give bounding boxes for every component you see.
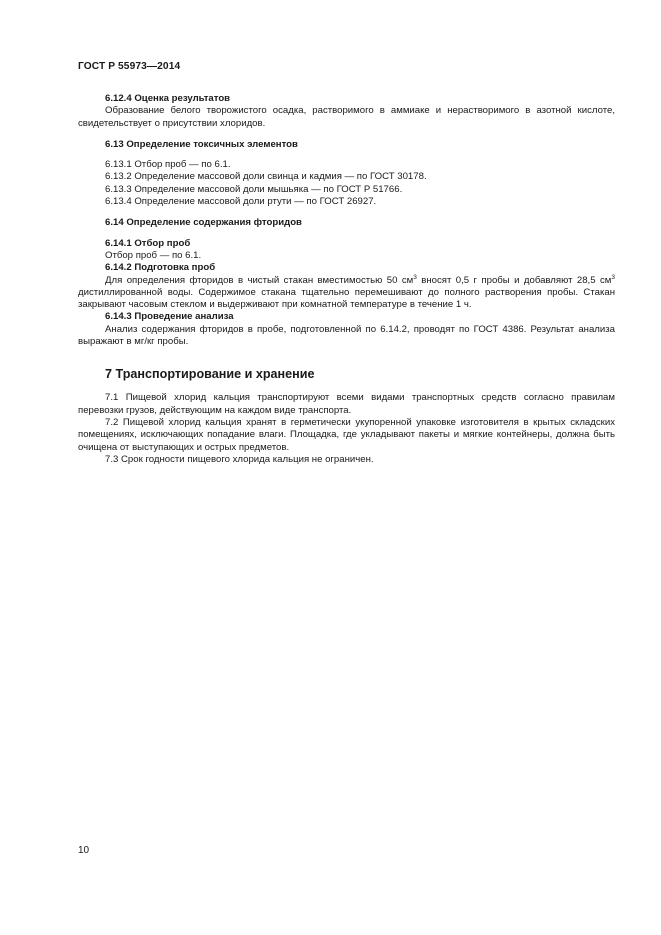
heading-6-12-4: 6.12.4 Оценка результатов: [105, 93, 231, 104]
list-item: 6.13.1 Отбор проб — по 6.1.: [105, 159, 231, 171]
paragraph-6-12-4: Образование белого творожистого осадка, растворимого в аммиаке и нерастворимого в азотной кислоте, свидетельствует о присутствии хлоридов.: [78, 105, 615, 129]
heading-6-13: 6.13 Определение токсичных элементов: [105, 138, 298, 150]
text-run: вносят 0,5 г пробы и добавляют 28,5 см: [416, 274, 612, 286]
superscript: 3: [611, 273, 615, 281]
document-header: ГОСТ Р 55973—2014: [78, 61, 181, 72]
paragraph-7-3: 7.3 Срок годности пищевого хлорида кальция не ограничен.: [105, 453, 374, 465]
list-item: 6.13.3 Определение массовой доли мышьяка — по ГОСТ Р 51766.: [105, 183, 403, 195]
paragraph-7-1: 7.1 Пищевой хлорид кальция транспортируют всеми видами транспортных средств согласно правилам перевозки грузов, действующим на каждом виде транспорта.: [78, 392, 615, 416]
heading-6-14-1: 6.14.1 Отбор проб: [105, 237, 191, 249]
paragraph-6-14-3: Анализ содержания фторидов в пробе, подготовленной по 6.14.2, проводят по ГОСТ 4386. Результат анализа выражают в мг/кг пробы.: [78, 323, 615, 348]
document-body: [78, 93, 615, 466]
heading-6-14-2: 6.14.2 Подготовка проб: [105, 262, 216, 274]
list-item: 6.13.4 Определение массовой доли ртути — по ГОСТ 26927.: [105, 196, 377, 208]
section-7-title: 7 Транспортирование и хранение: [105, 367, 315, 382]
paragraph-7-2: 7.2 Пищевой хлорид кальция хранят в герметически укупоренной упаковке изготовителя в крытых складских помещениях, исключающих попадание влаги. Площадка, где укладывают пакеты и мягкие контейнеры, должна быть очищена от выступающих и острых предметов.: [78, 416, 615, 453]
page-number: 10: [78, 845, 90, 856]
text-run: дистиллированной воды. Содержимое стакана тщательно перемешивают до полного растворения пробы. Стакан закрывают часовым стеклом и выдерживают при комнатной температуре в течение 1 ч.: [78, 286, 615, 311]
heading-6-14: 6.14 Определение содержания фторидов: [105, 217, 302, 229]
heading-6-14-3: 6.14.3 Проведение анализа: [105, 311, 234, 323]
paragraph-6-14-2: [78, 275, 615, 312]
text-run: Для определения фторидов в чистый стакан вместимостью 50 см: [105, 274, 414, 286]
superscript: 3: [413, 273, 417, 281]
list-item: 6.13.2 Определение массовой доли свинца и кадмия — по ГОСТ 30178.: [105, 171, 427, 183]
paragraph-6-14-1: Отбор проб — по 6.1.: [105, 249, 202, 261]
